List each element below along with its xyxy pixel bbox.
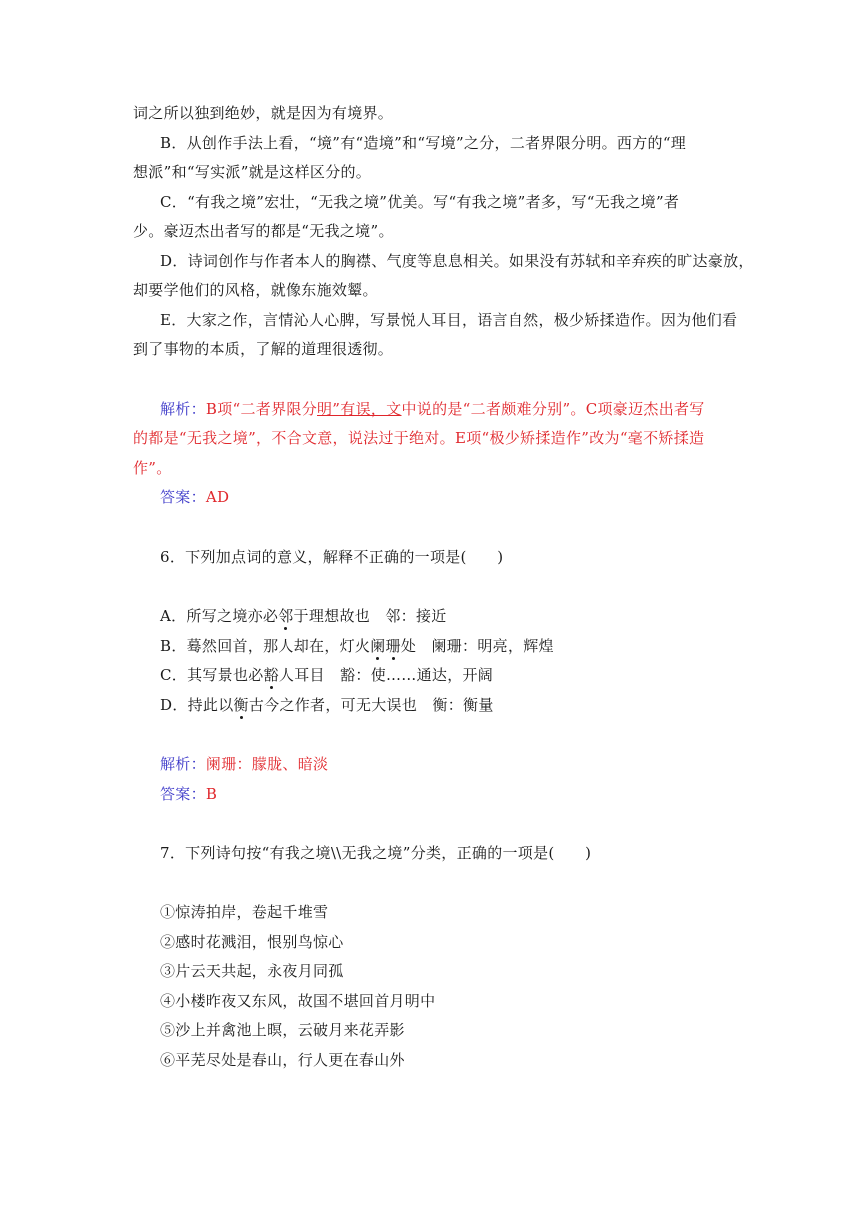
- q6-b-post: 处 阑珊：明亮，辉煌: [400, 637, 554, 655]
- q6-answer: [160, 784, 760, 804]
- q7-item-5: ⑤沙上并禽池上暝，云破月来花弄影: [160, 1021, 405, 1039]
- q6-d-post: 古今之作者，可无大误也 衡：衡量: [248, 696, 494, 714]
- q6-analysis: [160, 754, 760, 774]
- q6-c-pre: C．其写景也必: [160, 666, 264, 684]
- q5-analysis-line2: 的都是“无我之境”，不合文意，说法过于绝对。E项“极少矫揉造作”改为“毫不矫揉造: [133, 429, 705, 447]
- q6-option-c: [160, 665, 760, 685]
- option-e-line2: 到了事物的本质，了解的道理很透彻。: [133, 340, 394, 358]
- q6-answer-value: B: [205, 785, 218, 803]
- q6-a-pre: A．所写之境亦必: [160, 607, 279, 625]
- q7-item-1: ①惊涛拍岸，卷起千堆雪: [160, 903, 329, 921]
- q6-b-pre: B．蓦然回首，那人却在，灯火: [160, 637, 371, 655]
- q5-answer-value: AD: [205, 488, 230, 506]
- option-d-line2: 却要学他们的风格，就像东施效颦。: [133, 281, 378, 299]
- option-b-line1: B．从创作手法上看，“境”有“造境”和“写境”之分，二者界限分明。西方的“理: [160, 134, 687, 152]
- q7-item-4: ④小楼昨夜又东风，故国不堪回首月明中: [160, 992, 436, 1010]
- option-a-tail: 词之所以独到绝妙，就是因为有境界。: [133, 104, 394, 122]
- q5-analysis-underlined: 明”有误，文: [317, 400, 402, 418]
- q7-stem: 7．下列诗句按“有我之境\\无我之境”分类，正确的一项是( ): [160, 844, 592, 862]
- emphasis-dot-char: 衡: [233, 696, 249, 714]
- option-d-line1: D．诗词创作与作者本人的胸襟、气度等息息相关。如果没有苏轼和辛弃疾的旷达豪放，: [160, 252, 754, 270]
- q5-answer-label: 答案：: [160, 488, 206, 506]
- q7-item-6: ⑥平芜尽处是春山，行人更在春山外: [160, 1051, 405, 1069]
- q6-answer-label: 答案：: [160, 785, 206, 803]
- q6-a-post: 于理想故也 邻：接近: [293, 607, 447, 625]
- q6-option-a: [160, 606, 760, 626]
- q5-answer: [160, 487, 760, 507]
- q6-d-pre: D．持此以: [160, 696, 234, 714]
- option-c-line1: C．“有我之境”宏壮，“无我之境”优美。写“有我之境”者多，写“无我之境”者: [160, 193, 680, 211]
- emphasis-dot-char: 阑: [370, 637, 386, 655]
- emphasis-dot-char: 豁: [263, 666, 279, 684]
- q5-analysis-label: 解析：: [160, 400, 206, 418]
- q6-analysis-label: 解析：: [160, 755, 206, 773]
- q6-c-post: 人耳目 豁：使……通达，开阔: [278, 666, 494, 684]
- emphasis-dot-char: 邻: [278, 607, 294, 625]
- option-c-line2: 少。豪迈杰出者写的都是“无我之境”。: [133, 222, 394, 240]
- q7-item-2: ②感时花溅泪，恨别鸟惊心: [160, 933, 344, 951]
- option-e-line1: E．大家之作，言情沁人心脾，写景悦人耳目，语言自然，极少矫揉造作。因为他们看: [160, 311, 738, 329]
- option-b-line2: 想派”和“写实派”就是这样区分的。: [133, 163, 372, 181]
- q6-stem: 6．下列加点词的意义，解释不正确的一项是( ): [160, 548, 504, 566]
- emphasis-dot-char: 珊: [385, 637, 401, 655]
- q5-analysis-text-a: B项“二者界限分: [205, 400, 317, 418]
- q6-option-b: [160, 636, 760, 656]
- q5-analysis-line1: [160, 399, 760, 419]
- q6-analysis-text: 阑珊：朦胧、暗淡: [205, 755, 329, 773]
- q5-analysis-line3: 作”。: [133, 459, 172, 477]
- q6-option-d: [160, 695, 760, 715]
- q7-item-3: ③片云天共起，永夜月同孤: [160, 962, 344, 980]
- q5-analysis-text-b: 中说的是“二者颇难分别”。C项豪迈杰出者写: [401, 400, 705, 418]
